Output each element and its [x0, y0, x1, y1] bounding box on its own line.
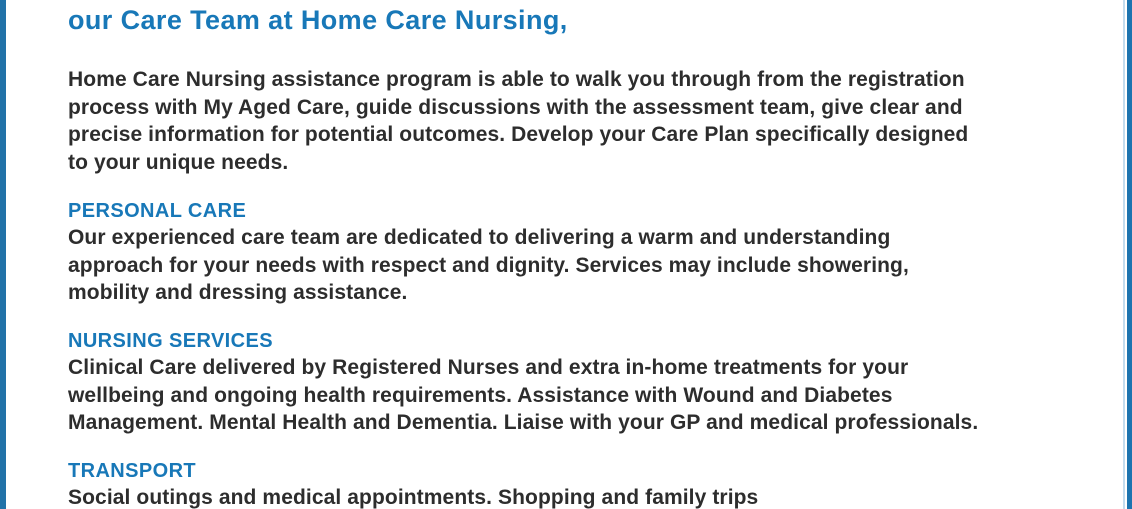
- section-line: wellbeing and ongoing health requirements. Assistance with Wound and Diabetes: [68, 383, 893, 407]
- section-title-personal-care: PERSONAL CARE: [68, 200, 247, 222]
- intro-paragraph: [68, 66, 968, 176]
- intro-line: process with My Aged Care, guide discussions with the assessment team, give clear and: [68, 95, 963, 119]
- section-nursing-services-paragraph: [68, 354, 978, 437]
- section-transport-paragraph: [68, 484, 758, 509]
- section-line: mobility and dressing assistance.: [68, 281, 408, 304]
- right-page-edge-bar: [1127, 0, 1132, 509]
- section-line: approach for your needs with respect and dignity. Services may include showering,: [68, 253, 909, 277]
- section-title-nursing-services: NURSING SERVICES: [68, 330, 273, 352]
- section-line: Social outings and medical appointments. Shopping and family trips: [68, 486, 759, 509]
- right-page-edge-light-line: [1123, 0, 1125, 509]
- section-line: Clinical Care delivered by Registered Nurses and extra in-home treatments for your: [68, 356, 909, 379]
- left-page-edge-bar: [0, 0, 6, 509]
- section-personal-care-paragraph: [68, 224, 909, 307]
- intro-line: to your unique needs.: [68, 150, 289, 174]
- intro-line: Home Care Nursing assistance program is able to walk you through from the registration: [68, 68, 965, 91]
- section-line: Management. Mental Health and Dementia. Liaise with your GP and medical professionals.: [68, 411, 979, 434]
- section-line: Our experienced care team are dedicated to delivering a warm and understanding: [68, 226, 891, 249]
- section-title-transport: TRANSPORT: [68, 460, 197, 482]
- page-title: our Care Team at Home Care Nursing,: [68, 5, 568, 35]
- intro-line: precise information for potential outcomes. Develop your Care Plan specifically designed: [68, 123, 969, 146]
